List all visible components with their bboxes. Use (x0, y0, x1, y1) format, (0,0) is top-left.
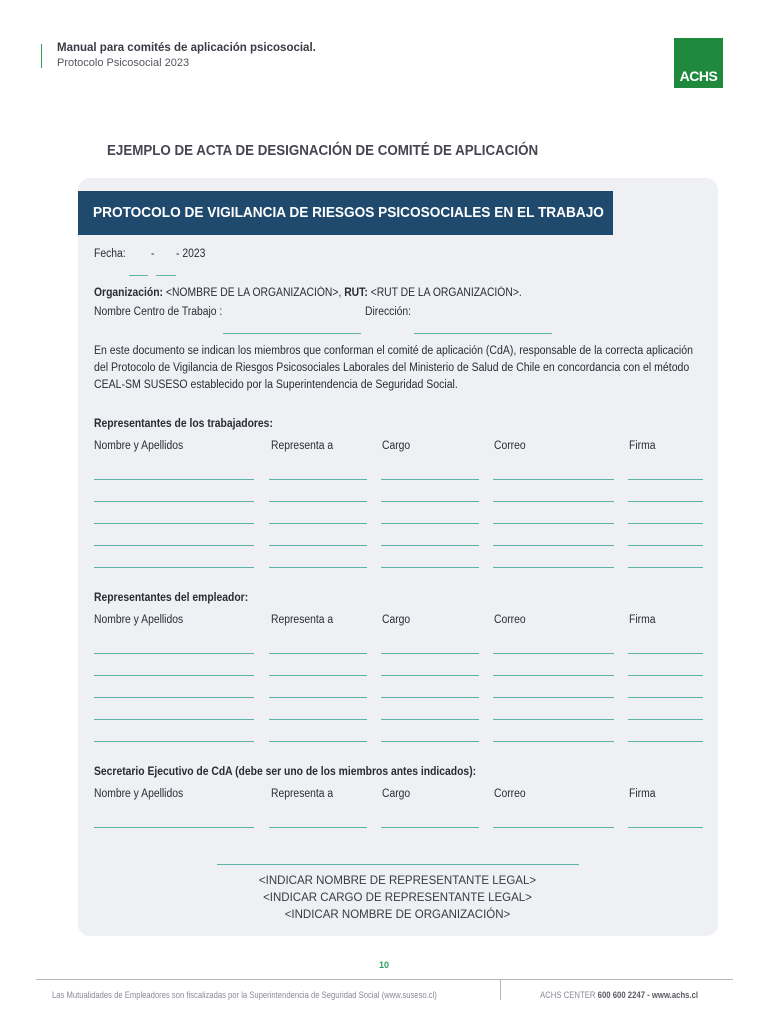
achs-logo (674, 38, 723, 88)
member-field-line[interactable] (628, 741, 703, 742)
group-title: Representantes de los trabajadores: (94, 418, 273, 430)
member-field-line[interactable] (381, 827, 479, 828)
footer-center-label: ACHS CENTER (540, 990, 596, 1000)
member-field-line[interactable] (269, 675, 367, 676)
member-field-line[interactable] (269, 523, 367, 524)
centro-trabajo-field[interactable] (223, 333, 361, 334)
member-field-line[interactable] (381, 675, 479, 676)
footer-separator-dash: - (647, 990, 650, 1000)
member-field-line[interactable] (381, 501, 479, 502)
org-label: Organización: (94, 287, 164, 299)
member-field-line[interactable] (628, 719, 703, 720)
member-field-line[interactable] (269, 827, 367, 828)
member-field-line[interactable] (381, 653, 479, 654)
column-header: Cargo (382, 440, 411, 452)
member-field-line[interactable] (628, 545, 703, 546)
member-field-line[interactable] (94, 501, 254, 502)
footer-contact (540, 990, 698, 1000)
direccion-field[interactable] (414, 333, 552, 334)
centro-trabajo-label: Nombre Centro de Trabajo : (94, 306, 223, 318)
direccion-label: Dirección: (365, 306, 412, 318)
member-field-line[interactable] (269, 741, 367, 742)
header-accent-bar (41, 44, 42, 68)
member-field-line[interactable] (628, 827, 703, 828)
fecha-label: Fecha: (94, 248, 126, 260)
footer-divider (36, 979, 733, 980)
document-subtitle: Protocolo Psicosocial 2023 (57, 57, 190, 69)
column-header: Representa a (271, 788, 334, 800)
member-field-line[interactable] (628, 567, 703, 568)
column-header: Nombre y Apellidos (94, 788, 184, 800)
column-header: Correo (494, 788, 526, 800)
fecha-day-field[interactable] (129, 275, 148, 276)
member-field-line[interactable] (381, 567, 479, 568)
column-header: Representa a (271, 440, 334, 452)
member-field-line[interactable] (94, 523, 254, 524)
member-field-line[interactable] (94, 545, 254, 546)
rut-label: RUT: (344, 287, 368, 299)
member-field-line[interactable] (493, 653, 614, 654)
member-field-line[interactable] (269, 479, 367, 480)
column-header: Cargo (382, 614, 411, 626)
footer-website[interactable]: www.achs.cl (651, 990, 699, 1000)
section-title: EJEMPLO DE ACTA DE DESIGNACIÓN DE COMITÉ DE APLICACIÓN (107, 143, 539, 159)
member-field-line[interactable] (269, 545, 367, 546)
column-header: Representa a (271, 614, 334, 626)
member-field-line[interactable] (269, 567, 367, 568)
member-field-line[interactable] (493, 479, 614, 480)
form-banner-title: PROTOCOLO DE VIGILANCIA DE RIESGOS PSICOSOCIALES EN EL TRABAJO (93, 204, 604, 221)
form-banner (78, 191, 613, 235)
member-field-line[interactable] (94, 653, 254, 654)
member-field-line[interactable] (381, 697, 479, 698)
member-field-line[interactable] (493, 545, 614, 546)
member-field-line[interactable] (493, 567, 614, 568)
column-header: Firma (629, 440, 656, 452)
group-title: Secretario Ejecutivo de CdA (debe ser uno de los miembros antes indicados): (94, 766, 477, 778)
organizacion-line (94, 287, 522, 299)
member-field-line[interactable] (493, 827, 614, 828)
member-field-line[interactable] (269, 653, 367, 654)
footer-phone: 600 600 2247 (597, 990, 646, 1000)
column-header: Cargo (382, 788, 411, 800)
document-title: Manual para comités de aplicación psicosocial. (57, 42, 316, 54)
member-field-line[interactable] (493, 741, 614, 742)
legal-signature-line[interactable] (217, 864, 579, 865)
member-field-line[interactable] (628, 653, 703, 654)
member-field-line[interactable] (493, 523, 614, 524)
column-header: Correo (494, 440, 526, 452)
footer-disclaimer: Las Mutualidades de Empleadores son fiscalizadas por la Superintendencia de Seguridad Social (www.suseso.cl) (52, 990, 437, 1000)
member-field-line[interactable] (381, 479, 479, 480)
member-field-line[interactable] (493, 501, 614, 502)
member-field-line[interactable] (628, 501, 703, 502)
member-field-line[interactable] (381, 741, 479, 742)
column-header: Firma (629, 614, 656, 626)
org-value: <NOMBRE DE LA ORGANIZACIÓN>, (165, 287, 342, 299)
rut-value: <RUT DE LA ORGANIZACIÓN>. (370, 287, 522, 299)
member-field-line[interactable] (628, 675, 703, 676)
member-field-line[interactable] (381, 719, 479, 720)
member-field-line[interactable] (94, 479, 254, 480)
fecha-month-field[interactable] (156, 275, 176, 276)
member-field-line[interactable] (381, 523, 479, 524)
member-field-line[interactable] (94, 719, 254, 720)
column-header: Nombre y Apellidos (94, 440, 184, 452)
logo-text: ACHS (679, 68, 718, 84)
column-header: Correo (494, 614, 526, 626)
member-field-line[interactable] (493, 697, 614, 698)
fecha-dash: - (151, 248, 155, 260)
member-field-line[interactable] (628, 697, 703, 698)
member-field-line[interactable] (94, 567, 254, 568)
legal-rep-name: <INDICAR NOMBRE DE REPRESENTANTE LEGAL> (258, 875, 537, 887)
member-field-line[interactable] (94, 827, 254, 828)
column-header: Nombre y Apellidos (94, 614, 184, 626)
member-field-line[interactable] (94, 741, 254, 742)
member-field-line[interactable] (381, 545, 479, 546)
member-field-line[interactable] (269, 501, 367, 502)
organization-name: <INDICAR NOMBRE DE ORGANIZACIÓN> (284, 909, 511, 921)
page-number: 10 (378, 960, 389, 970)
member-field-line[interactable] (493, 719, 614, 720)
description-paragraph: En este documento se indican los miembros que conforman el comité de aplicación (CdA), responsable de la correcta aplicación del Protocolo de Vigilancia de Riesgos Psicosociales Laborales del Ministerio de Salud de Chile en concordancia con el método CEAL-SM SUSESO establecido por la Superintendencia de Seguridad Social. (94, 345, 693, 391)
member-field-line[interactable] (269, 697, 367, 698)
member-field-line[interactable] (269, 719, 367, 720)
member-field-line[interactable] (94, 697, 254, 698)
member-field-line[interactable] (628, 523, 703, 524)
fecha-year: - 2023 (176, 248, 206, 260)
group-title: Representantes del empleador: (94, 592, 249, 604)
footer-separator (500, 980, 501, 1000)
member-field-line[interactable] (493, 675, 614, 676)
member-field-line[interactable] (628, 479, 703, 480)
column-header: Firma (629, 788, 656, 800)
legal-rep-title: <INDICAR CARGO DE REPRESENTANTE LEGAL> (263, 892, 532, 904)
member-field-line[interactable] (94, 675, 254, 676)
